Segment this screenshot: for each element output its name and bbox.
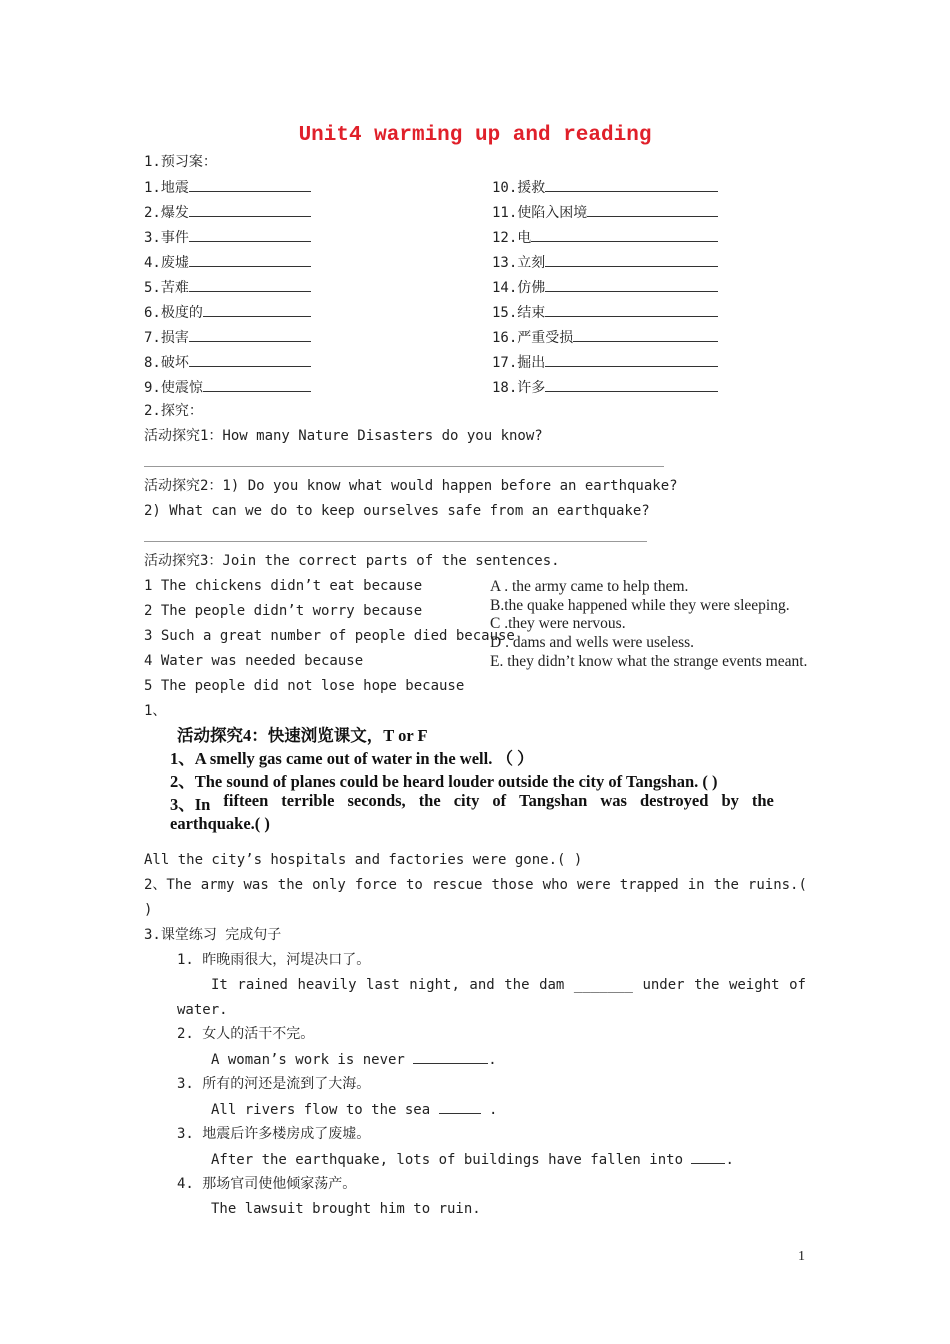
exercise1-chinese: 1. 昨晚雨很大，河堤决口了。 [177,952,371,968]
tf-item-extra-1: All the city’s hospitals and factories were gone.( ) [144,852,583,868]
tf-item-3-word: city [453,791,480,810]
exercise2-blank[interactable] [413,1049,488,1064]
tf-item-3-word: the [418,791,441,810]
tf-item-extra-2-word: army [200,877,235,893]
vocab-left-label: 3.事件 [144,230,189,246]
tf-item-3-word: the [751,791,774,810]
tf-item-extra-2-word: to [406,877,423,893]
vocab-left-item [144,252,311,273]
tf-item-extra-2 [144,875,807,895]
vocab-left-item [144,202,311,223]
vocab-right-answer-blank[interactable] [531,227,718,242]
vocab-right-answer-blank[interactable] [545,277,718,292]
exercise3-chinese: 3. 所有的河还是流到了大海。 [177,1076,371,1092]
activity2-question1: 活动探究2：1) Do you know what would happen before an earthquake? [144,478,678,494]
vocab-left-item [144,377,311,398]
vocab-left-label: 6.极度的 [144,305,203,321]
tf-item-3-word: terrible [281,791,335,810]
vocab-right-answer-blank[interactable] [545,252,718,267]
exercise1-word: heavily [297,977,357,993]
tf-item-3-word: was [600,791,627,810]
vocab-right-answer-blank[interactable] [587,202,718,217]
match-right-c: C .they were nervous. [490,615,626,632]
exercise1-word: last [366,977,400,993]
exercise1-word: under [642,977,685,993]
tf-item-2: 2、The sound of planes could be heard louder outside the city of Tangshan. ( ) [170,772,718,791]
tf-item-3-word: 3、In [170,795,211,814]
exercise2-english [211,1049,497,1070]
tf-item-extra-2-word: who [542,877,568,893]
vocab-right-label: 16.严重受损 [492,330,574,346]
vocab-left-answer-blank[interactable] [189,177,311,192]
vocab-left-answer-blank[interactable] [203,377,311,392]
exercise2-text: A woman’s work is never [211,1052,414,1068]
exercise2-end: . [488,1052,497,1068]
exercise5-english: The lawsuit brought him to ruin. [211,1201,481,1217]
vocab-left-answer-blank[interactable] [189,352,311,367]
exercise4-blank[interactable] [691,1149,725,1164]
tf-item-extra-2-word: rescue [431,877,483,893]
page-number: 1 [798,1249,805,1264]
section-explore-label: 2.探究： [144,403,203,419]
activity3-title: 活动探究3：Join the correct parts of the sentences. [144,553,560,569]
vocab-right-item [492,302,718,323]
match-right-d: D . dams and wells were useless. [490,634,695,651]
exercise4-text: After the earthquake, lots of buildings have fallen into [211,1152,692,1168]
vocab-right-label: 10.援救 [492,180,546,196]
activity2-question2: 2) What can we do to keep ourselves safe from an earthquake? [144,503,650,519]
exercise3-end: . [480,1102,498,1118]
tf-item-3-end: earthquake.( ) [170,814,270,833]
tf-item-extra-2-word: force [354,877,397,893]
tf-item-extra-2-word: only [312,877,346,893]
activity1-question: 活动探究1：How many Nature Disasters do you know? [144,428,543,444]
vocab-right-item [492,327,718,348]
exercise4-end: . [725,1152,734,1168]
tf-item-extra-2-word: ruins.( [747,877,807,893]
tf-item-extra-2-word: in [687,877,705,893]
vocab-left-answer-blank[interactable] [189,202,311,217]
vocab-left-item [144,177,311,198]
vocab-right-item [492,377,718,398]
vocab-right-answer-blank[interactable] [545,377,718,392]
activity1-answer-line[interactable] [144,466,664,467]
exercise1-word: _______ [573,977,633,993]
vocab-left-label: 9.使震惊 [144,380,203,396]
vocab-right-answer-blank[interactable] [545,302,718,317]
vocab-left-answer-blank[interactable] [203,302,311,317]
vocab-right-item [492,177,718,198]
exercise2-chinese: 2. 女人的活干不完。 [177,1026,315,1042]
vocab-right-label: 15.结束 [492,305,546,321]
vocab-left-item [144,327,311,348]
tf-item-3-word: seconds, [347,791,406,810]
vocab-right-answer-blank[interactable] [545,352,718,367]
vocab-left-item [144,352,311,373]
match-left-5: 5 The people did not lose hope because [144,678,465,694]
match-left-3: 3 Such a great number of people died because [144,628,515,644]
match-left-4: 4 Water was needed because [144,653,364,669]
vocab-left-answer-blank[interactable] [189,327,311,342]
activity4-title: 活动探究4：快速浏览课文，T or F [177,726,428,745]
vocab-right-item [492,277,718,298]
tf-item-extra-2-word: was [243,877,269,893]
tf-item-extra-2-word: trapped [619,877,679,893]
tf-item-3-word: fifteen [223,791,269,810]
vocab-right-label: 17.掘出 [492,355,546,371]
vocab-left-answer-blank[interactable] [189,277,311,292]
vocab-left-item [144,302,311,323]
tf-item-extra-2-end: ) [144,902,153,918]
vocab-right-item [492,352,718,373]
vocab-right-item [492,252,718,273]
exercise3-english [211,1099,497,1120]
exercise1-english-end: water. [177,1002,228,1018]
match-right-a: A . the army came to help them. [490,578,689,595]
vocab-left-label: 5.苦难 [144,280,189,296]
exercise3-blank[interactable] [439,1099,481,1114]
tf-item-extra-2-word: 2、The [144,877,192,893]
exercise1-word: weight [728,977,780,993]
match-right-e: E. they didn’t know what the strange events meant. [490,653,808,670]
vocab-left-label: 2.爆发 [144,205,189,221]
tf-item-3 [170,791,774,815]
tf-item-3-word: of [492,791,507,810]
exercise1-word: of [789,977,806,993]
exercise1-word: and [469,977,495,993]
vocab-right-label: 12.电 [492,230,532,246]
vocab-left-label: 4.废墟 [144,255,189,271]
exercise3-text: All rivers flow to the sea [211,1102,439,1118]
exercise1-word: dam [539,977,565,993]
exercise1-word: It [211,977,228,993]
vocab-left-item [144,277,311,298]
exercise1-word: night, [409,977,460,993]
tf-item-extra-2-word: the [713,877,739,893]
vocab-left-label: 1.地震 [144,180,189,196]
page-title: Unit4 warming up and reading [298,124,652,147]
exercise4-english [211,1149,734,1170]
tf-item-extra-2-word: those [491,877,534,893]
match-left-1: 1 The chickens didn’t eat because [144,578,423,594]
vocab-left-label: 7.损害 [144,330,189,346]
vocab-left-answer-blank[interactable] [189,227,311,242]
match-left-2: 2 The people didn’t worry because [144,603,423,619]
tf-item-3-word: by [721,791,739,810]
tf-item-3-word: Tangshan [519,791,588,810]
section-preview-label: 1.预习案： [144,154,217,170]
vocab-left-answer-blank[interactable] [189,252,311,267]
vocab-left-label: 8.破坏 [144,355,189,371]
tf-item-3-word: destroyed [639,791,709,810]
vocab-left-item [144,227,311,248]
tf-item-1: 1、A smelly gas came out of water in the well. （ ） [170,749,534,768]
vocab-right-answer-blank[interactable] [573,327,718,342]
activity2-answer-line[interactable] [144,541,647,542]
activity4-prefix: 1、 [144,703,167,719]
exercise1-word: the [694,977,720,993]
exercise1-english [211,975,806,995]
section-practice-label: 3.课堂练习 完成句子 [144,927,282,943]
vocab-right-label: 14.仿佛 [492,280,546,296]
exercise5-chinese: 4. 那场官司使他倾家荡产。 [177,1176,357,1192]
vocab-right-item [492,202,718,223]
exercise4-chinese: 3. 地震后许多楼房成了废墟。 [177,1126,371,1142]
exercise1-word: the [504,977,530,993]
vocab-right-label: 13.立刻 [492,255,546,271]
vocab-right-answer-blank[interactable] [545,177,718,192]
vocab-right-item [492,227,718,248]
tf-item-extra-2-word: the [277,877,304,893]
match-right-b: B.the quake happened while they were sleeping. [490,597,790,614]
vocab-right-label: 18.许多 [492,380,546,396]
exercise1-word: rained [237,977,288,993]
vocab-right-label: 11.使陷入困境 [492,205,588,221]
tf-item-extra-2-word: were [576,877,611,893]
